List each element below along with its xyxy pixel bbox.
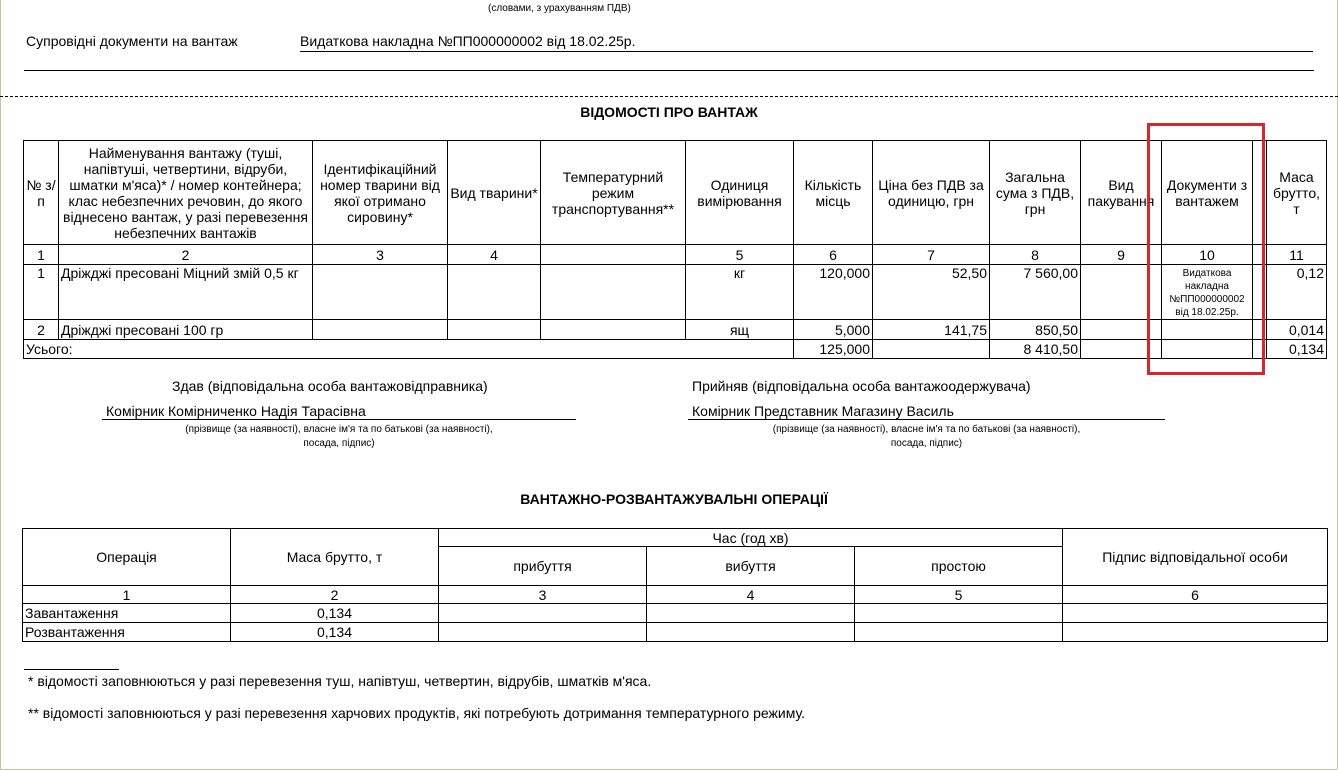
temperature <box>541 265 686 320</box>
operation-mass: 0,134 <box>231 604 439 623</box>
operation-name: Розвантаження <box>23 623 231 642</box>
col-num: 3 <box>313 245 448 265</box>
col-num: 9 <box>1081 245 1162 265</box>
amount-words-caption: (словами, з урахуванням ПДВ) <box>488 3 631 14</box>
receiver-note <box>688 423 1165 451</box>
row-number: 2 <box>24 320 59 340</box>
operations-number-row <box>23 586 1328 604</box>
animal-type <box>448 320 541 340</box>
total-sum: 8 410,50 <box>990 340 1081 359</box>
col-animal-type-header: Вид тварини* <box>448 141 541 245</box>
col-price-header: Ціна без ПДВ за одиницю, грн <box>873 141 990 245</box>
col-num: 1 <box>23 586 231 604</box>
footnote-2: ** відомості заповнюються у разі перевезення харчових продуктів, які потребують дотримання температурного режиму. <box>28 705 805 721</box>
footnote-1: * відомості заповнюються у разі перевезення туш, напівтуш, четвертин, відрубів, шматків м'яса. <box>28 673 652 689</box>
col-places-header: Кількість місць <box>794 141 873 245</box>
signature-cell <box>1063 623 1328 642</box>
col-num: 1 <box>24 245 59 265</box>
col-num: 6 <box>794 245 873 265</box>
table-row <box>24 320 1327 340</box>
price: 52,50 <box>873 265 990 320</box>
cargo-title: ВІДОМОСТІ ПРО ВАНТАЖ <box>580 104 758 120</box>
idle-time <box>855 623 1063 642</box>
col-num: 11 <box>1267 245 1327 265</box>
sender-name: Комірник Комірниченко Надія Тарасівна <box>102 403 576 420</box>
cargo-name: Дріжджі пресовані 100 гр <box>59 320 313 340</box>
col-num: 4 <box>448 245 541 265</box>
unit: ящ <box>686 320 794 340</box>
col-mass-header: Маса брутто, т <box>231 529 439 586</box>
total-places: 125,000 <box>794 340 873 359</box>
col-signature-header: Підпис відповідальної особи <box>1063 529 1328 586</box>
places: 120,000 <box>794 265 873 320</box>
operations-header-row <box>23 529 1328 547</box>
departure-time <box>647 604 855 623</box>
col-idle-header: простою <box>855 547 1063 586</box>
mass: 0,014 <box>1267 320 1327 340</box>
col-unit-header: Одиниця вимірювання <box>686 141 794 245</box>
price: 141,75 <box>873 320 990 340</box>
idle-time <box>855 604 1063 623</box>
col-mass-header: Маса брутто, т <box>1267 141 1327 245</box>
animal-id <box>313 320 448 340</box>
row-number: 1 <box>24 265 59 320</box>
col-num: 5 <box>686 245 794 265</box>
col-num: 5 <box>855 586 1063 604</box>
operation-name: Завантаження <box>23 604 231 623</box>
total-row <box>24 340 1327 359</box>
arrival-time <box>439 604 647 623</box>
mass: 0,12 <box>1267 265 1327 320</box>
col-arrival-header: прибуття <box>439 547 647 586</box>
col-num: 10 <box>1162 245 1253 265</box>
footnote-divider <box>24 669 119 670</box>
accompanying-docs-label: Супровідні документи на вантаж <box>26 33 238 49</box>
col-num: 3 <box>439 586 647 604</box>
col-number-header: № з/п <box>24 141 59 245</box>
sender-note-line1: (прізвище (за наявності), власне ім'я та по батькові (за наявності), <box>185 424 493 435</box>
col-num: 7 <box>873 245 990 265</box>
col-packaging-header: Вид пакування <box>1081 141 1162 245</box>
accompanying-docs-value: Видаткова накладна №ПП000000002 від 18.02.25р. <box>300 33 1313 52</box>
col-num: 2 <box>231 586 439 604</box>
cut-line <box>0 96 1338 97</box>
col-num: 2 <box>59 245 313 265</box>
table-row <box>23 604 1328 623</box>
receiver-title: Прийняв (відповідальна особа вантажоодержувача) <box>692 378 1031 394</box>
total-sum: 850,50 <box>990 320 1081 340</box>
cargo-header-row <box>24 141 1327 245</box>
temperature <box>541 320 686 340</box>
receiver-note-line2: посада, підпис) <box>890 438 963 449</box>
col-cargo-name-header: Найменування вантажу (туші, напівтуші, четвертини, відруби, шматки м'яса)* / номер контейнера; клас небезпечних речовин, до якого віднесено вантаж, у разі перевезення небезпечних вантажів <box>59 141 313 245</box>
operations-table <box>22 528 1328 642</box>
cargo-number-row <box>24 245 1327 265</box>
sender-title: Здав (відповідальна особа вантажовідправника) <box>172 378 488 394</box>
total-sum: 7 560,00 <box>990 265 1081 320</box>
documents: Видаткова накладна №ПП000000002 від 18.02.25р. <box>1162 265 1253 320</box>
arrival-time <box>439 623 647 642</box>
animal-type <box>448 265 541 320</box>
operation-mass: 0,134 <box>231 623 439 642</box>
col-num: 4 <box>647 586 855 604</box>
col-num <box>541 245 686 265</box>
total-mass: 0,134 <box>1267 340 1327 359</box>
col-time-header: Час (год хв) <box>439 529 1063 547</box>
cargo-table <box>23 140 1327 359</box>
table-row <box>24 265 1327 320</box>
blank-underline <box>24 70 1314 71</box>
table-row <box>23 623 1328 642</box>
total-label: Усього: <box>24 340 794 359</box>
col-operation-header: Операція <box>23 529 231 586</box>
total-empty <box>873 340 990 359</box>
col-documents-header: Документи з вантажем <box>1162 141 1253 245</box>
signature-cell <box>1063 604 1328 623</box>
receiver-name: Комірник Представник Магазину Василь <box>688 403 1165 420</box>
cargo-name: Дріжджі пресовані Міцний змій 0,5 кг <box>59 265 313 320</box>
places: 5,000 <box>794 320 873 340</box>
documents-column-highlight <box>1147 123 1265 375</box>
sender-note <box>102 423 576 451</box>
departure-time <box>647 623 855 642</box>
operations-title: ВАНТАЖНО-РОЗВАНТАЖУВАЛЬНІ ОПЕРАЦІЇ <box>520 491 828 507</box>
sender-note-line2: посада, підпис) <box>303 438 375 449</box>
col-temperature-header: Температурний режим транспортування** <box>541 141 686 245</box>
col-total-header: Загальна сума з ПДВ, грн <box>990 141 1081 245</box>
col-departure-header: вибуття <box>647 547 855 586</box>
col-num: 8 <box>990 245 1081 265</box>
unit: кг <box>686 265 794 320</box>
col-animal-id-header: Ідентифікаційний номер тварини від якої отримано сировину* <box>313 141 448 245</box>
col-num: 6 <box>1063 586 1328 604</box>
receiver-note-line1: (прізвище (за наявності), власне ім'я та по батькові (за наявності), <box>772 424 1081 435</box>
animal-id <box>313 265 448 320</box>
